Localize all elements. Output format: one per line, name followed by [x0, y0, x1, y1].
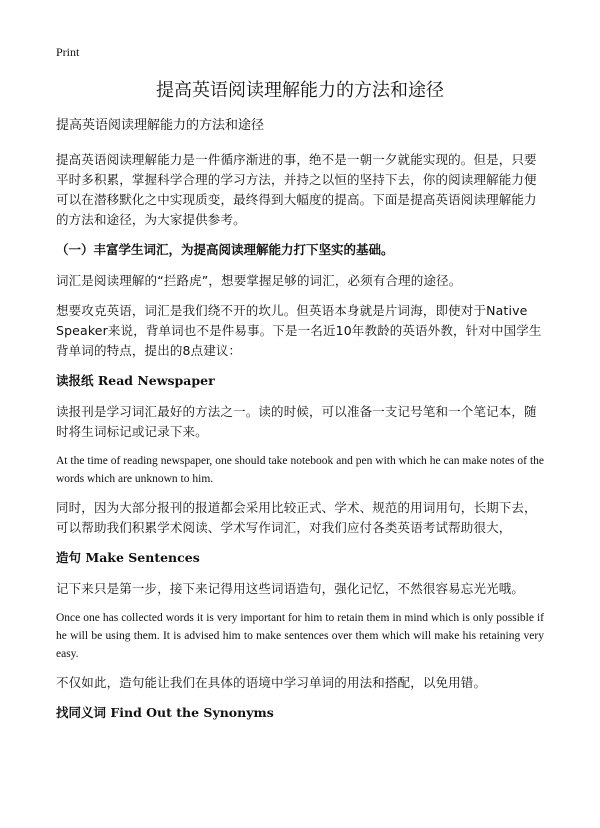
vocab-paragraph-1: 词汇是阅读理解的“拦路虎”，想要掌握足够的词汇，必须有合理的途径。	[56, 273, 462, 288]
section-heading-vocabulary: （一）丰富学生词汇，为提高阅读理解能力打下坚实的基础。	[56, 242, 394, 257]
print-label: Print	[56, 45, 80, 59]
intro-paragraph: 提高英语阅读理解能力是一件循序渐进的事，绝不是一朝一夕就能实现的。但是，只要平时多积累，掌握科学合理的学习方法，并持之以恒的坚持下去，你的阅读理解能力便可以在潜移默化之中实现质变，最终得到大幅度的提高。下面是提高英语阅读理解能力的方法和途径，为大家提供参考。	[56, 152, 537, 227]
tip-heading-make-sentences: 造句 Make Sentences	[56, 550, 200, 565]
tip1-english-paragraph: At the time of reading newspaper, one should take notebook and pen with which he can make notes of the words which are unknown to him.	[56, 455, 544, 485]
tip-heading-read-newspaper: 读报纸 Read Newspaper	[56, 373, 215, 388]
document-subtitle: 提高英语阅读理解能力的方法和途径	[56, 118, 265, 133]
page-title: 提高英语阅读理解能力的方法和途径	[156, 80, 444, 101]
tip1-chinese-paragraph-2: 同时，因为大部分报刊的报道都会采用比较正式、学术、规范的用词用句，长期下去，可以帮助我们积累学术阅读、学术写作词汇，对我们应付各类英语考试帮助很大，	[56, 500, 537, 535]
tip2-english-paragraph: Once one has collected words it is very important for him to retain them in mind which is only possible if he will be using them. It is advised him to make sentences over them which will make his retaining very easy.	[56, 612, 544, 660]
tip1-chinese-paragraph: 读报刊是学习词汇最好的方法之一。读的时候，可以准备一支记号笔和一个笔记本，随时将生词标记或记录下来。	[56, 404, 537, 439]
tip-heading-find-synonyms: 找同义词 Find Out the Synonyms	[56, 705, 274, 720]
vocab-paragraph-2: 想要攻克英语，词汇是我们绕不开的坎儿。但英语本身就是片词海，即使对于Native Speaker来说，背单词也不是件易事。下是一名近10年教龄的英语外教，针对中国学生背单词的特点，提出的8点建议：	[56, 303, 542, 358]
tip2-chinese-paragraph-2: 不仅如此，造句能让我们在具体的语境中学习单词的用法和搭配，以免用错。	[56, 675, 487, 690]
tip2-chinese-paragraph: 记下来只是第一步，接下来记得用这些词语造句，强化记忆，不然很容易忘光光哦。	[56, 581, 525, 596]
